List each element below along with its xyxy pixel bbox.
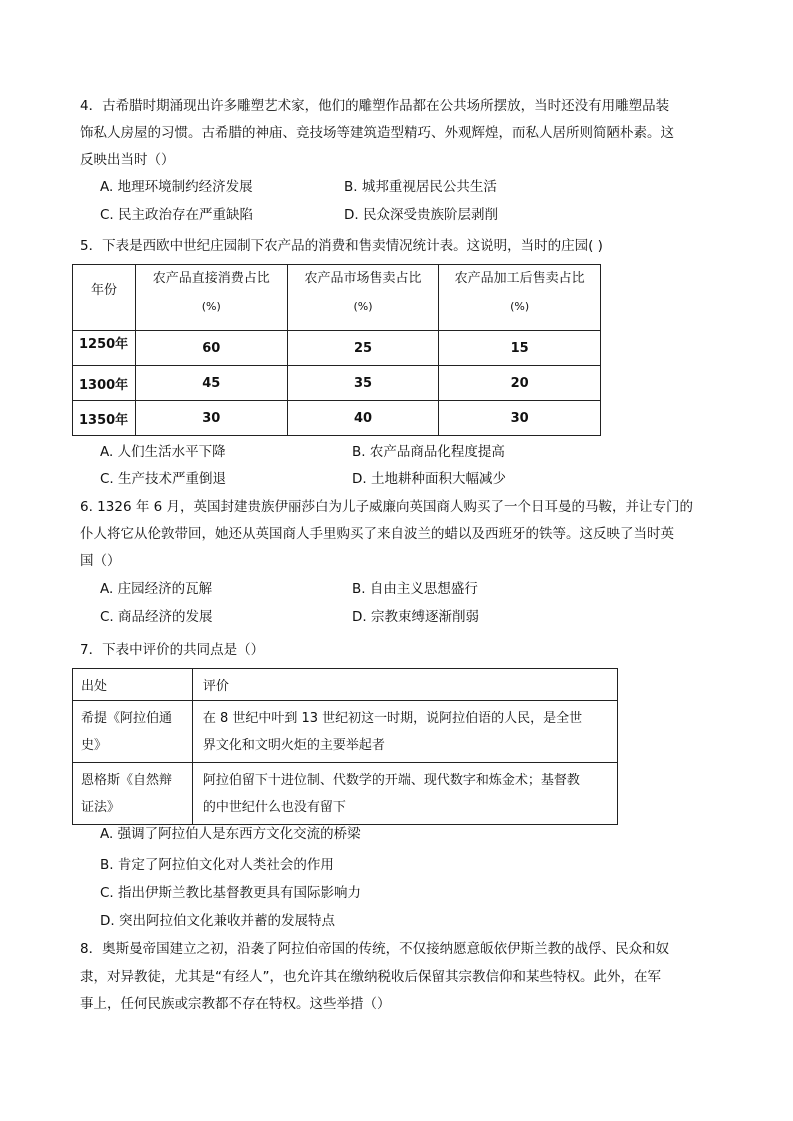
q5-table-header-row: [73, 265, 601, 331]
q5-header-col2-unit: (%): [353, 300, 373, 313]
q7-option-d[interactable]: D. 突出阿拉伯文化兼收并蓄的发展特点: [100, 913, 335, 929]
q7-row-source-line-1: 希提《阿拉伯通: [81, 710, 173, 726]
q5-row-processed: 15: [439, 331, 601, 366]
q7-header-comment: 评价: [192, 669, 617, 701]
q6-option-c[interactable]: C. 商品经济的发展: [100, 609, 213, 625]
q5-header-col2-label: 农产品市场售卖占比: [304, 271, 422, 286]
table-row: [73, 763, 618, 825]
q4-option-d[interactable]: D. 民众深受贵族阶层剥削: [344, 207, 498, 223]
q4-option-a[interactable]: A. 地理环境制约经济发展: [100, 179, 253, 195]
q5-option-d[interactable]: D. 土地耕种面积大幅减少: [352, 471, 506, 487]
q5-row-market: 35: [287, 366, 439, 401]
q5-row-year: 1250年: [73, 331, 136, 366]
q7-stem: 7．下表中评价的共同点是（）: [80, 642, 265, 658]
q4-stem-line-3: 反映出当时（）: [80, 152, 175, 168]
q5-row-year: 1350年: [73, 401, 136, 436]
q7-header-source: 出处: [73, 669, 193, 701]
q5-header-year: 年份: [73, 265, 136, 331]
table-row: [73, 366, 601, 401]
q5-header-col1-label: 农产品直接消费占比: [152, 271, 270, 286]
q5-row-market: 25: [287, 331, 439, 366]
q7-option-c[interactable]: C. 指出伊斯兰教比基督教更具有国际影响力: [100, 885, 362, 901]
q5-row-direct: 45: [135, 366, 287, 401]
q8-stem-line-3: 事上，任何民族或宗教都不存在特权。这些举措（）: [80, 996, 391, 1012]
q4-option-b[interactable]: B. 城邦重视居民公共生活: [344, 179, 497, 195]
q6-stem-line-2: 仆人将它从伦敦带回，她还从英国商人手里购买了来自波兰的蜡以及西班牙的铁等。这反映了当时英: [80, 526, 674, 542]
q7-row-source-line-2: 证法》: [81, 799, 121, 815]
q5-row-processed: 20: [439, 366, 601, 401]
q5-table: [72, 264, 601, 436]
q7-row-comment: [192, 763, 617, 825]
q5-row-direct: 30: [135, 401, 287, 436]
q7-option-b[interactable]: B. 肯定了阿拉伯文化对人类社会的作用: [100, 857, 334, 873]
q4-stem-line-1: 4．古希腊时期涌现出许多雕塑艺术家，他们的雕塑作品都在公共场所摆放，当时还没有用雕塑品装: [80, 98, 670, 114]
q7-row-source: [73, 701, 193, 763]
q5-header-direct-consumption: [135, 265, 287, 331]
q6-option-a[interactable]: A. 庄园经济的瓦解: [100, 581, 213, 597]
q8-stem-line-2: 隶，对异教徒，尤其是“有经人”，也允许其在缴纳税收后保留其宗教信仰和某些特权。此外，在军: [80, 969, 661, 985]
q5-row-year: 1300年: [73, 366, 136, 401]
q7-row-comment-line-2: 的中世纪什么也没有留下: [202, 799, 346, 815]
q5-option-a[interactable]: A. 人们生活水平下降: [100, 444, 226, 460]
table-row: [73, 331, 601, 366]
q6-stem-line-1: 6. 1326 年 6 月，英国封建贵族伊丽莎白为儿子威廉向英国商人购买了一个日耳曼的马鞍，并让专门的: [80, 499, 693, 515]
q5-stem: 5．下表是西欧中世纪庄园制下农产品的消费和售卖情况统计表。这说明，当时的庄园( ): [80, 238, 603, 254]
q6-option-d[interactable]: D. 宗教束缚逐渐削弱: [352, 609, 479, 625]
q6-stem-line-3: 国（）: [80, 553, 121, 569]
q7-table: [72, 668, 618, 825]
table-row: [73, 701, 618, 763]
q7-table-header-row: [73, 669, 618, 701]
q7-row-source-line-1: 恩格斯《自然辩: [81, 772, 173, 788]
q5-header-processed-sale: [439, 265, 601, 331]
q5-row-direct: 60: [135, 331, 287, 366]
q4-stem-line-2: 饰私人房屋的习惯。古希腊的神庙、竞技场等建筑造型精巧、外观辉煌，而私人居所则简陋朴素。这: [80, 125, 674, 141]
q5-header-col3-unit: (%): [510, 300, 530, 313]
q7-option-a[interactable]: A. 强调了阿拉伯人是东西方文化交流的桥梁: [100, 826, 361, 842]
q4-option-c[interactable]: C. 民主政治存在严重缺陷: [100, 207, 254, 223]
q7-row-comment-line-1: 阿拉伯留下十进位制、代数学的开端、现代数字和炼金术；基督教: [202, 772, 580, 788]
q7-row-comment: [192, 701, 617, 763]
q7-row-source: [73, 763, 193, 825]
q5-header-col1-unit: (%): [201, 300, 221, 313]
q5-header-market-sale: [287, 265, 439, 331]
q5-option-b[interactable]: B. 农产品商品化程度提高: [352, 444, 505, 460]
q7-row-comment-line-2: 界文化和文明火炬的主要举起者: [202, 737, 385, 753]
q5-header-col3-label: 农产品加工后售卖占比: [454, 271, 585, 286]
q5-row-processed: 30: [439, 401, 601, 436]
q5-option-c[interactable]: C. 生产技术严重倒退: [100, 471, 227, 487]
table-row: [73, 401, 601, 436]
q8-stem-line-1: 8．奥斯曼帝国建立之初，沿袭了阿拉伯帝国的传统，不仅接纳愿意皈依伊斯兰教的战俘、民众和奴: [80, 941, 670, 957]
q7-row-comment-line-1: 在 8 世纪中叶到 13 世纪初这一时期，说阿拉伯语的人民，是全世: [202, 710, 583, 726]
q7-row-source-line-2: 史》: [81, 737, 108, 753]
q5-row-market: 40: [287, 401, 439, 436]
q6-option-b[interactable]: B. 自由主义思想盛行: [352, 581, 478, 597]
